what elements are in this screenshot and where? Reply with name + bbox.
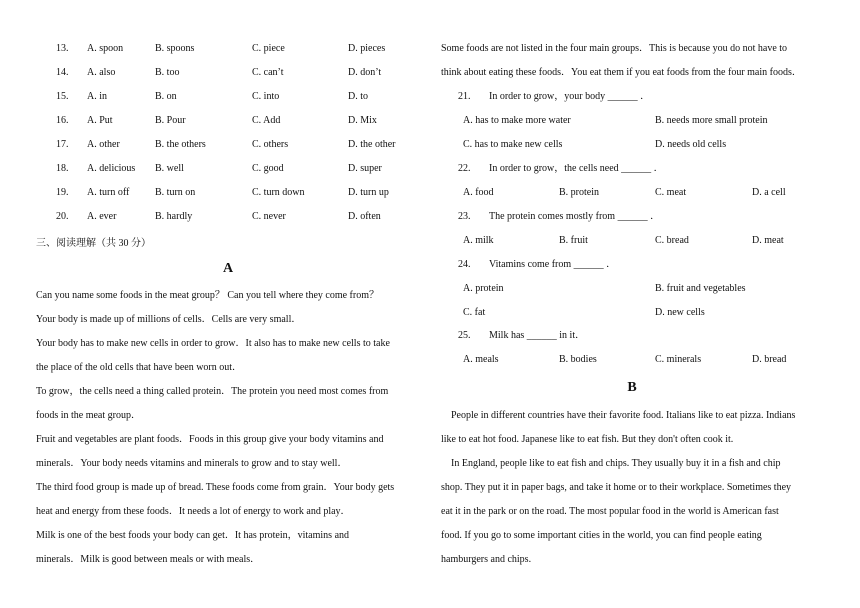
option-a: A. milk: [463, 235, 494, 246]
question-text: The protein comes mostly from ______ ．: [489, 211, 661, 222]
passage-a-line: Fruit and vegetables are plant foods．Foods in this group give your body vitamins and: [36, 434, 384, 445]
question-text: In order to grow，the cells need ______ ．: [489, 163, 664, 174]
question-number: 21.: [458, 91, 471, 102]
question-number: 14.: [56, 67, 69, 78]
option-d: D. new cells: [655, 307, 705, 318]
reading-question-stem: [458, 329, 585, 343]
question-text: In order to grow，your body ______ ．: [489, 91, 651, 102]
option-c: C. meat: [655, 187, 687, 198]
option-b: B. protein: [559, 187, 599, 198]
question-number: 15.: [56, 91, 69, 102]
right-intro-line: think about eating these foods．You eat them if you eat foods from the four main foods．: [441, 67, 802, 78]
question-number: 22.: [458, 163, 471, 174]
option-a: A. other: [87, 139, 120, 150]
passage-a-line: Can you name some foods in the meat group？ Can you tell where they come from？: [36, 290, 379, 301]
option-b: B. turn on: [155, 187, 196, 198]
right-intro-line: Some foods are not listed in the four main groups．This is because you do not have to: [441, 43, 788, 54]
reading-question-stem: [458, 162, 664, 176]
question-number: 13.: [56, 43, 69, 54]
section-heading: 三、阅读理解（共 30 分）: [36, 238, 151, 249]
option-d: D. Mix: [348, 115, 377, 126]
option-d: D. pieces: [348, 43, 386, 54]
option-a: A. Put: [87, 115, 113, 126]
option-b: B. spoons: [155, 43, 195, 54]
reading-question-stem: [458, 258, 616, 272]
option-a: A. ever: [87, 211, 117, 222]
question-number: 24.: [458, 259, 471, 270]
option-b: B. fruit: [559, 235, 588, 246]
passage-b-line: In England, people like to eat fish and chips. They usually buy it in a fish and chip: [451, 458, 781, 469]
option-a: A. in: [87, 91, 107, 102]
question-number: 20.: [56, 211, 69, 222]
option-c: C. into: [252, 91, 280, 102]
question-text: Vitamins come from ______ ．: [489, 259, 617, 270]
option-a: A. has to make more water: [463, 115, 571, 126]
option-b: B. hardly: [155, 211, 193, 222]
passage-a-title: A: [222, 261, 234, 276]
passage-b-line: shop. They put it in paper bags, and take it home or to their workplace. Sometimes they: [441, 482, 792, 493]
passage-a-line: The third food group is made up of bread. These foods come from grain．Your body gets: [36, 482, 395, 493]
option-c: C. bread: [655, 235, 689, 246]
option-c: C. piece: [252, 43, 285, 54]
option-d: D. often: [348, 211, 381, 222]
option-c: C. Add: [252, 115, 281, 126]
option-b: B. Pour: [155, 115, 186, 126]
option-a: A. protein: [463, 283, 504, 294]
option-b: B. needs more small protein: [655, 115, 768, 126]
option-c: C. good: [252, 163, 284, 174]
passage-b-line: hamburgers and chips.: [441, 554, 532, 565]
passage-a-line: Milk is one of the best foods your body can get．It has protein，vitamins and: [36, 530, 350, 541]
question-text: Milk has ______ in it．: [489, 330, 586, 341]
option-d: D. turn up: [348, 187, 389, 198]
passage-a-line: minerals．Your body needs vitamins and minerals to grow and to stay well．: [36, 458, 348, 469]
question-number: 17.: [56, 139, 69, 150]
option-c: C. fat: [463, 307, 486, 318]
passage-a-line: the place of the old cells that have been worn out．: [36, 362, 243, 373]
passage-b-line: eat it in the park or on the road. The most popular food in the world is American fast: [441, 506, 779, 517]
option-d: D. needs old cells: [655, 139, 727, 150]
option-c: C. can’t: [252, 67, 284, 78]
option-d: D. to: [348, 91, 368, 102]
option-a: A. spoon: [87, 43, 124, 54]
question-number: 23.: [458, 211, 471, 222]
question-number: 16.: [56, 115, 69, 126]
option-d: D. a cell: [752, 187, 786, 198]
question-number: 18.: [56, 163, 69, 174]
passage-a-line: Your body has to make new cells in order to grow．It also has to make new cells to take: [36, 338, 390, 349]
option-b: B. the others: [155, 139, 206, 150]
option-b: B. bodies: [559, 354, 597, 365]
passage-a-line: foods in the meat group．: [36, 410, 141, 421]
option-d: D. the other: [348, 139, 396, 150]
passage-a-line: heat and energy from these foods．It needs a lot of energy to work and play．: [36, 506, 351, 517]
passage-b-line: People in different countries have their favorite food. Italians like to eat pizza. Indians: [451, 410, 796, 421]
option-a: A. meals: [463, 354, 499, 365]
passage-a-line: To grow，the cells need a thing called protein．The protein you need most comes from: [36, 386, 389, 397]
option-d: D. don’t: [348, 67, 382, 78]
option-d: D. bread: [752, 354, 787, 365]
option-d: D. super: [348, 163, 382, 174]
question-number: 25.: [458, 330, 471, 341]
reading-question-stem: [458, 90, 650, 104]
option-b: B. well: [155, 163, 184, 174]
option-a: A. turn off: [87, 187, 130, 198]
passage-a-line: minerals．Milk is good between meals or with meals．: [36, 554, 261, 565]
option-b: B. too: [155, 67, 180, 78]
option-a: A. also: [87, 67, 116, 78]
option-c: C. never: [252, 211, 286, 222]
option-c: C. turn down: [252, 187, 305, 198]
reading-question-stem: [458, 210, 660, 224]
option-b: B. fruit and vegetables: [655, 283, 746, 294]
passage-a-line: Your body is made up of millions of cells．Cells are very small．: [36, 314, 302, 325]
question-number: 19.: [56, 187, 69, 198]
option-d: D. meat: [752, 235, 784, 246]
option-c: C. minerals: [655, 354, 702, 365]
passage-b-title: B: [627, 380, 637, 395]
passage-b-line: like to eat hot food. Japanese like to eat fish. But they don't often cook it.: [441, 434, 734, 445]
option-c: C. has to make new cells: [463, 139, 563, 150]
option-c: C. others: [252, 139, 289, 150]
option-b: B. on: [155, 91, 177, 102]
passage-b-line: food. If you go to some important cities in the world, you can find people eating: [441, 530, 762, 541]
option-a: A. delicious: [87, 163, 136, 174]
option-a: A. food: [463, 187, 494, 198]
